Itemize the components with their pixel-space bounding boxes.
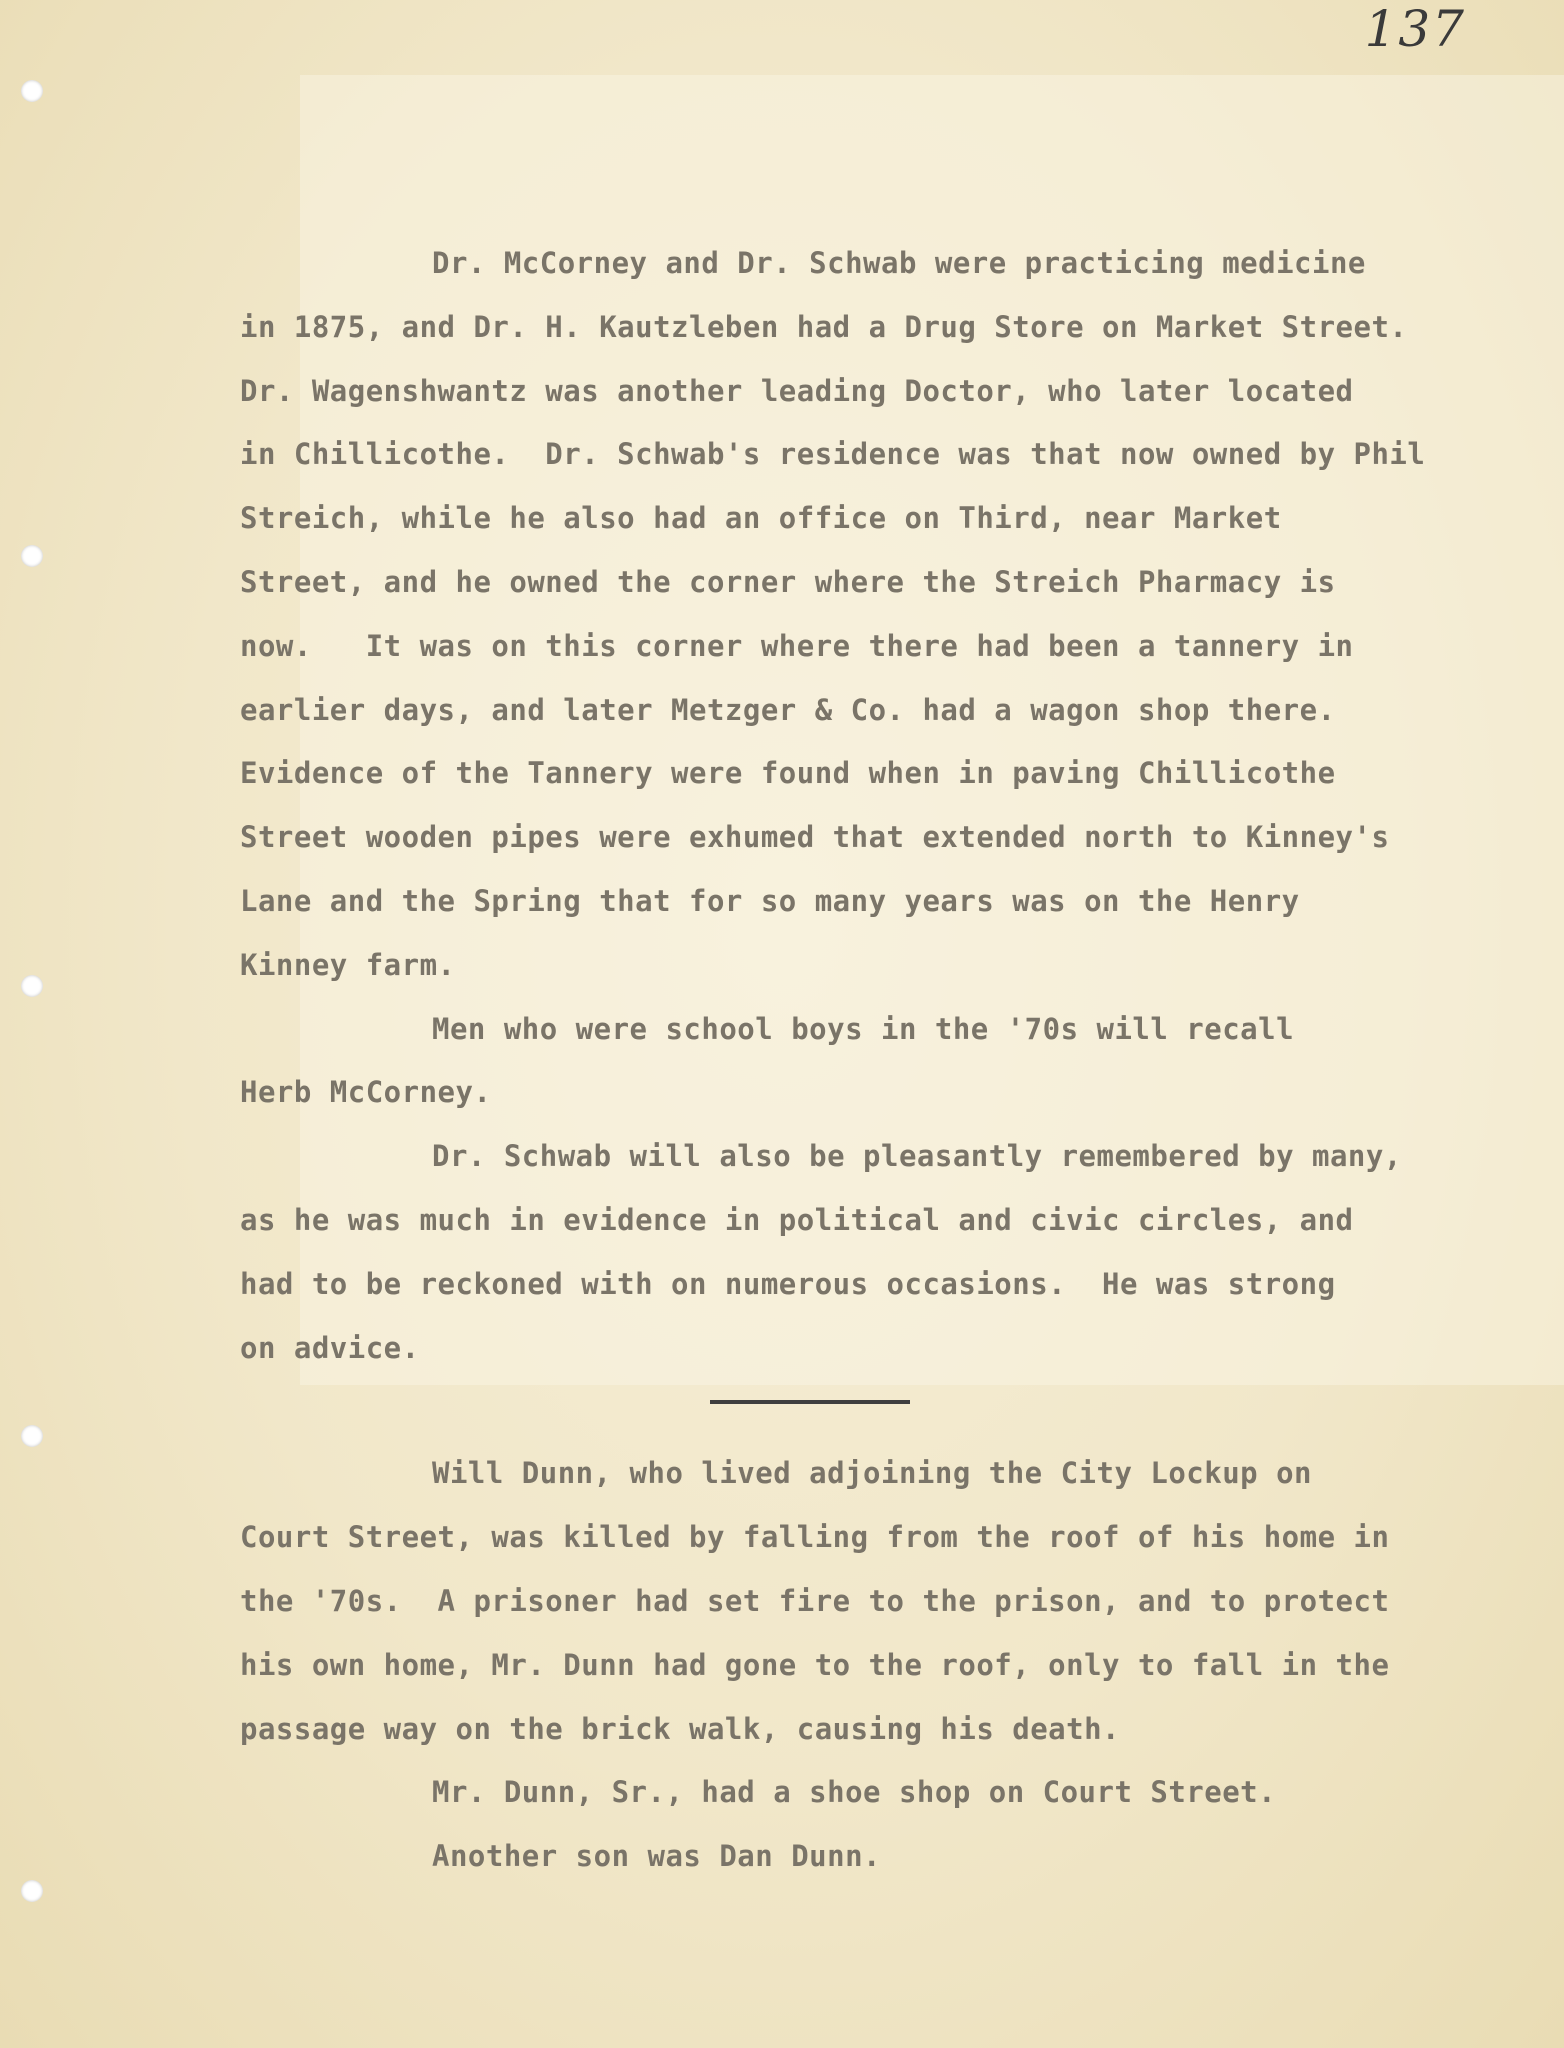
text-line: his own home, Mr. Dunn had gone to the roof, only to fall in the — [240, 1647, 1390, 1682]
text-line: in Chillicothe. Dr. Schwab's residence was that now owned by Phil — [240, 437, 1426, 472]
text-line: Court Street, was killed by falling from the roof of his home in — [240, 1520, 1390, 1555]
text-line: earlier days, and later Metzger & Co. had a wagon shop there. — [240, 692, 1336, 727]
text-line: Kinney farm. — [240, 947, 456, 982]
text-line: in 1875, and Dr. H. Kautzleben had a Drug Store on Market Street. — [240, 309, 1408, 344]
text-line: Dr. McCorney and Dr. Schwab were practicing medicine — [432, 246, 1366, 280]
text-line: now. It was on this corner where there had been a tannery in — [240, 628, 1354, 663]
text-line: Will Dunn, who lived adjoining the City Lockup on — [432, 1456, 1313, 1491]
text-line: Evidence of the Tannery were found when in paving Chillicothe — [240, 756, 1336, 791]
second-section — [240, 1442, 1480, 1889]
text-line: Street wooden pipes were exhumed that extended north to Kinney's — [240, 820, 1390, 855]
binder-hole — [21, 545, 43, 567]
text-line: Lane and the Spring that for so many years was on the Henry — [240, 883, 1300, 918]
text-line: on advice. — [240, 1330, 420, 1365]
text-line: as he was much in evidence in political and civic circles, and — [240, 1202, 1354, 1237]
binder-hole — [21, 1880, 43, 1902]
text-line: Men who were school boys in the '70s will recall — [432, 1011, 1295, 1046]
binder-hole — [21, 80, 43, 102]
binder-hole — [21, 1425, 43, 1447]
typed-text — [240, 232, 1480, 1889]
binder-hole — [21, 975, 43, 997]
text-line: Streich, while he also had an office on Third, near Market — [240, 501, 1282, 536]
page-number: 137 — [1364, 0, 1466, 58]
text-line: Dr. Wagenshwantz was another leading Doctor, who later located — [240, 373, 1354, 408]
text-line: Dr. Schwab will also be pleasantly remembered by many, — [432, 1139, 1402, 1174]
text-line: Mr. Dunn, Sr., had a shoe shop on Court Street. — [432, 1775, 1277, 1810]
text-line: Street, and he owned the corner where the Streich Pharmacy is — [240, 564, 1336, 599]
text-line: Another son was Dan Dunn. — [432, 1839, 881, 1874]
text-line: had to be reckoned with on numerous occasions. He was strong — [240, 1266, 1336, 1301]
text-line: the '70s. A prisoner had set fire to the prison, and to protect — [240, 1583, 1390, 1618]
text-line: passage way on the brick walk, causing his death. — [240, 1711, 1121, 1746]
section-divider — [710, 1400, 910, 1404]
text-line: Herb McCorney. — [240, 1075, 492, 1110]
